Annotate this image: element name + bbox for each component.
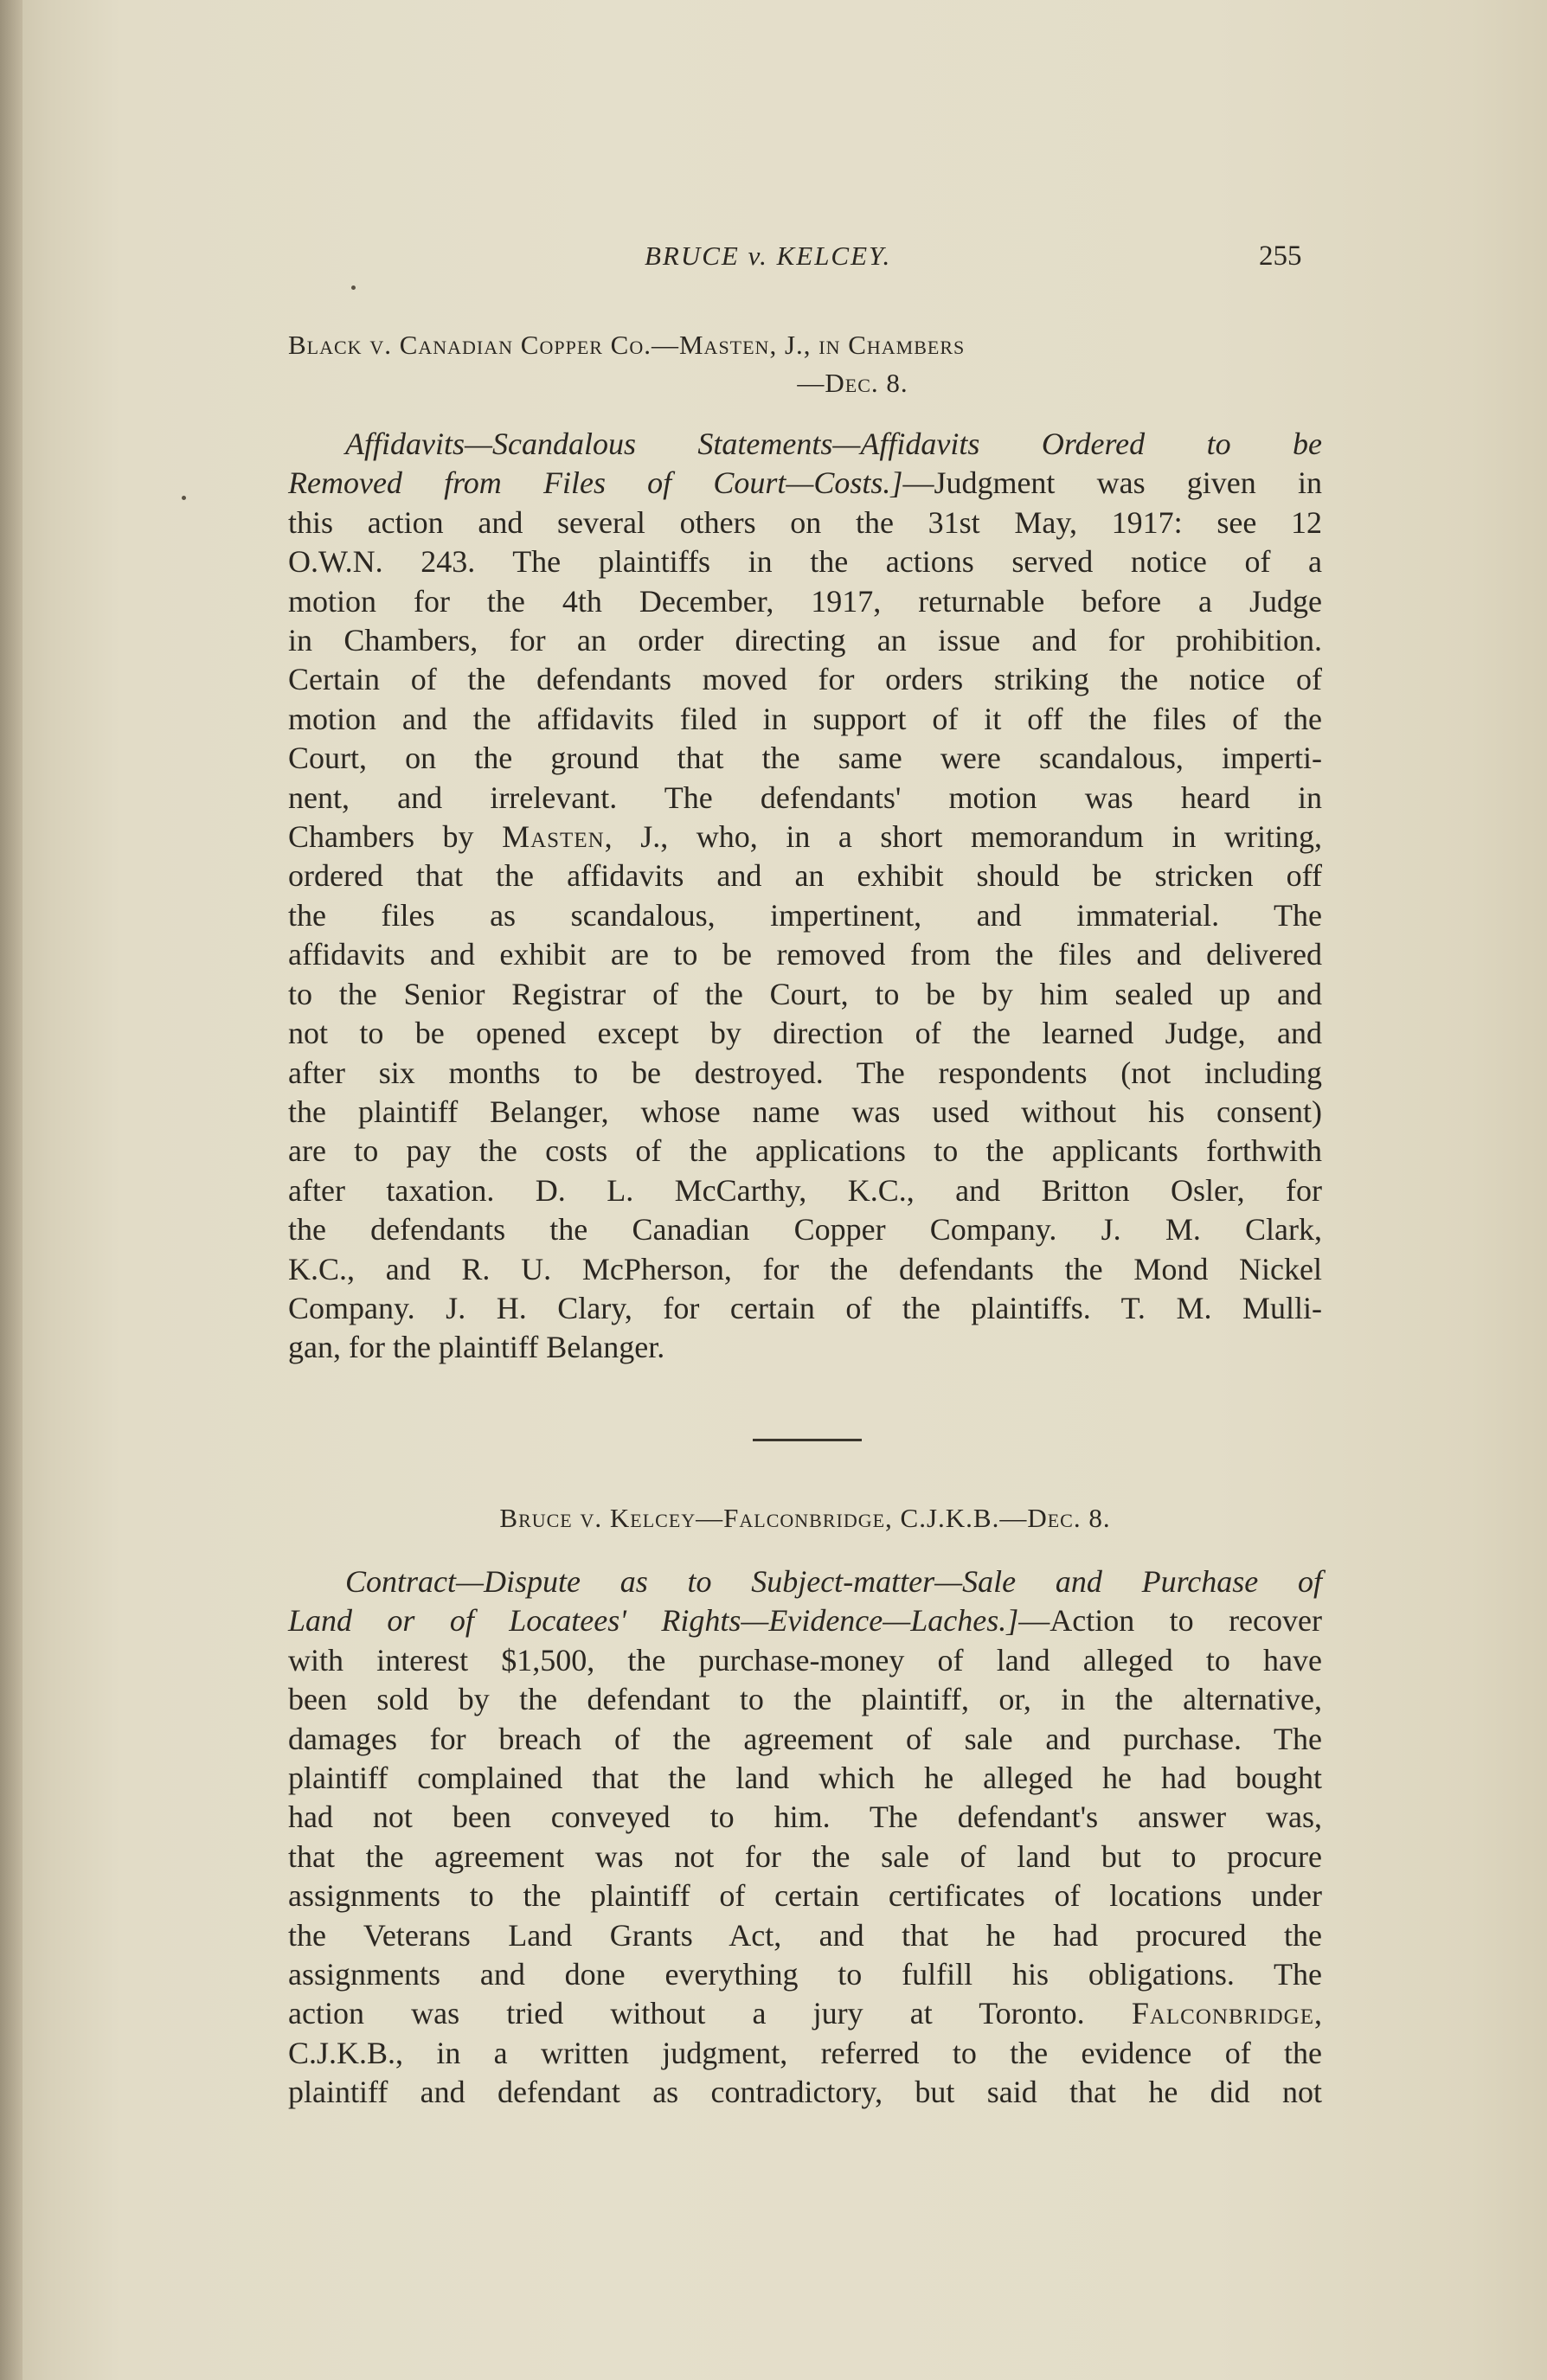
running-head: BRUCE v. KELCEY. xyxy=(645,241,892,271)
page-number: 255 xyxy=(1259,241,1302,272)
case-heading-line: Black v. Canadian Copper Co.—Masten, J., in Chambers xyxy=(288,330,966,360)
text-line: Court, on the ground that the same were scandalous, imperti- xyxy=(288,741,1322,776)
text-line: the defendants the Canadian Copper Company. J. M. Clark, xyxy=(288,1212,1322,1248)
text-line: the Veterans Land Grants Act, and that he had procured the xyxy=(288,1917,1322,1953)
text-fragment: , xyxy=(1314,1996,1322,2031)
text-line: that the agreement was not for the sale of land but to procure xyxy=(288,1838,1322,1874)
text-line: this action and several others on the 31st May, 1917: see 12 xyxy=(288,504,1322,540)
text-line: not to be opened except by direction of the learned Judge, and xyxy=(288,1016,1322,1051)
text-line: to the Senior Registrar of the Court, to be by him sealed up and xyxy=(288,976,1322,1011)
text-line: after six months to be destroyed. The respondents (not including xyxy=(288,1055,1322,1090)
catchwords-line: Affidavits—Scandalous Statements—Affidavits Ordered to be xyxy=(345,427,1322,461)
text-line: had not been conveyed to him. The defendant's answer was, xyxy=(288,1799,1322,1835)
text-line xyxy=(288,818,1322,856)
text-line: O.W.N. 243. The plaintiffs in the actions served notice of a xyxy=(288,544,1322,580)
print-speck xyxy=(351,285,356,290)
text-line: are to pay the costs of the applications to the applicants forthwith xyxy=(288,1133,1322,1169)
text-line: motion and the affidavits filed in support of it off the files of the xyxy=(288,701,1322,736)
catchwords-end: Removed from Files of Court—Costs.] xyxy=(288,465,903,501)
text-fragment: Chambers by xyxy=(288,819,503,855)
text-line xyxy=(288,464,1322,503)
text-line xyxy=(288,1601,1322,1640)
text-line: in Chambers, for an order directing an issue and for prohibition. xyxy=(288,623,1322,658)
page-gutter-shadow xyxy=(0,0,22,2380)
text-line: assignments and done everything to fulfill his obligations. The xyxy=(288,1957,1322,1992)
text-line: ordered that the affidavits and an exhibit should be stricken off xyxy=(288,858,1322,894)
catchwords-end: Land or of Locatees' Rights—Evidence—Laches.] xyxy=(288,1603,1019,1639)
text-line: the files as scandalous, impertinent, and immaterial. The xyxy=(288,897,1322,933)
case-report-bruce-v-kelcey xyxy=(288,1562,1322,2113)
text-line: gan, for the plaintiff Belanger. xyxy=(288,1330,665,1365)
text-line: plaintiff and defendant as contradictory, but said that he did not xyxy=(288,2075,1322,2110)
text-line: C.J.K.B., in a written judgment, referred to the evidence of the xyxy=(288,2035,1322,2070)
text-line: plaintiff complained that the land which he alleged he had bought xyxy=(288,1761,1322,1796)
text-line: K.C., and R. U. McPherson, for the defendants the Mond Nickel xyxy=(288,1251,1322,1286)
text-line: with interest $1,500, the purchase-money of land alleged to have xyxy=(288,1642,1322,1678)
text-fragment: , J., who, in a short memorandum in writing, xyxy=(604,819,1323,855)
text-line: motion for the 4th December, 1917, returnable before a Judge xyxy=(288,583,1322,619)
text-line: Company. J. H. Clary, for certain of the plaintiffs. T. M. Mulli- xyxy=(288,1290,1322,1325)
text-line: nent, and irrelevant. The defendants' motion was heard in xyxy=(288,779,1322,815)
case-heading-line: Bruce v. Kelcey—Falconbridge, C.J.K.B.—Dec. 8. xyxy=(499,1503,1111,1533)
judge-name: Masten xyxy=(502,819,605,855)
case-heading-date: —Dec. 8. xyxy=(797,368,908,398)
text-fragment: —Judgment was given in xyxy=(902,465,1322,501)
text-fragment: action was tried without a jury at Toronto. xyxy=(288,1996,1132,2031)
judge-name: Falconbridge xyxy=(1131,1996,1314,2031)
text-line: Certain of the defendants moved for orders striking the notice of xyxy=(288,662,1322,697)
page-header xyxy=(0,241,1547,284)
text-line: affidavits and exhibit are to be removed from the files and delivered xyxy=(288,937,1322,972)
text-line xyxy=(288,1994,1322,2033)
text-line: been sold by the defendant to the plaintiff, or, in the alternative, xyxy=(288,1682,1322,1717)
case-heading-black-v-canadian-copper xyxy=(288,326,1322,402)
text-fragment: —Action to recover xyxy=(1018,1603,1322,1639)
case-heading-bruce-v-kelcey xyxy=(288,1499,1322,1537)
section-divider xyxy=(753,1439,862,1441)
catchwords-line: Contract—Dispute as to Subject-matter—Sale and Purchase of xyxy=(345,1564,1322,1599)
print-speck xyxy=(182,496,186,500)
text-line: assignments to the plaintiff of certain certificates of locations under xyxy=(288,1878,1322,1914)
text-line: the plaintiff Belanger, whose name was used without his consent) xyxy=(288,1094,1322,1129)
text-line: damages for breach of the agreement of sale and purchase. The xyxy=(288,1721,1322,1756)
text-line: after taxation. D. L. McCarthy, K.C., and Britton Osler, for xyxy=(288,1172,1322,1208)
case-report-black-v-canadian-copper xyxy=(288,425,1322,1368)
